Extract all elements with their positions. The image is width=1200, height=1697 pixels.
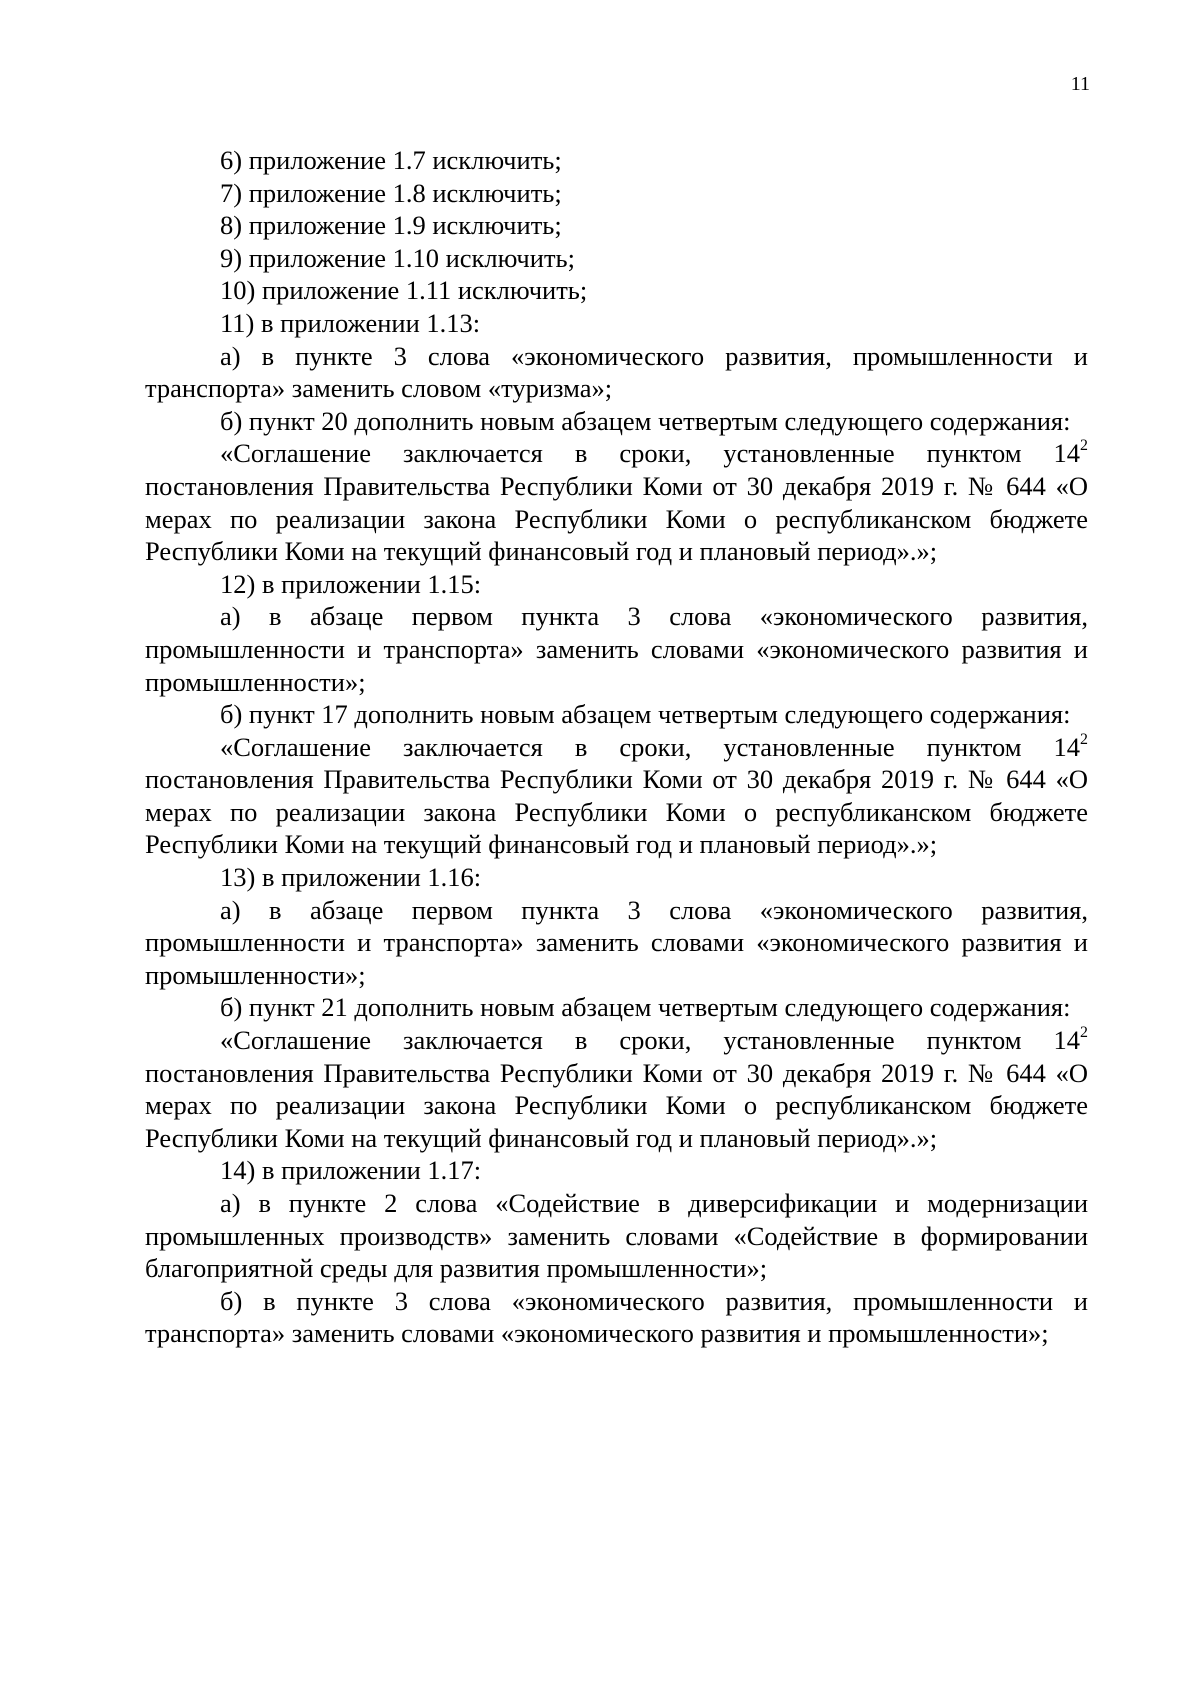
paragraph-item-12-heading: 12) в приложении 1.15: bbox=[220, 568, 482, 599]
paragraph-item-11-heading: 11) в приложении 1.13: bbox=[220, 307, 481, 338]
superscript: 2 bbox=[1080, 437, 1088, 455]
quote-text-after: постановления Правительства Республики Коми от 30 декабря 2019 г. № 644 «О мерах по реализации закона Республики Коми о республиканском бюджете Республики Коми на текущий финансовый год и плановый период».»; bbox=[145, 470, 1088, 567]
agreement-quote-paragraph bbox=[145, 437, 1088, 567]
superscript: 2 bbox=[1080, 1024, 1088, 1042]
paragraph-item-9: 9) приложение 1.10 исключить; bbox=[220, 242, 575, 273]
paragraph-item-14a: а) в пункте 2 слова «Содействие в диверсификации и модернизации промышленных производств» заменить словами «Содействие в формировании благоприятной среды для развития промышленности»; bbox=[145, 1188, 1088, 1284]
paragraph-item-12b: б) пункт 17 дополнить новым абзацем четвертым следующего содержания: bbox=[220, 699, 1071, 730]
quote-text-before: «Соглашение заключается в сроки, установленные пунктом 14 bbox=[220, 438, 1081, 469]
paragraph-item-10: 10) приложение 1.11 исключить; bbox=[220, 275, 588, 306]
agreement-quote-paragraph bbox=[145, 731, 1088, 861]
paragraph-item-7: 7) приложение 1.8 исключить; bbox=[220, 177, 562, 208]
quote-text-after: постановления Правительства Республики Коми от 30 декабря 2019 г. № 644 «О мерах по реализации закона Республики Коми о республиканском бюджете Республики Коми на текущий финансовый год и плановый период».»; bbox=[145, 764, 1088, 860]
paragraph-item-13b: б) пункт 21 дополнить новым абзацем четвертым следующего содержания: bbox=[220, 992, 1071, 1023]
paragraph-item-8: 8) приложение 1.9 исключить; bbox=[220, 210, 562, 241]
page-number: 11 bbox=[1070, 73, 1090, 95]
paragraph-item-13-heading: 13) в приложении 1.16: bbox=[220, 862, 482, 893]
paragraph-item-13a: а) в абзаце первом пункта 3 слова «экономического развития, промышленности и транспорта» заменить словами «экономического развития и промышленности»; bbox=[145, 894, 1088, 990]
paragraph-item-11a: а) в пункте 3 слова «экономического развития, промышленности и транспорта» заменить словом «туризма»; bbox=[145, 340, 1088, 404]
paragraph-item-11b: б) пункт 20 дополнить новым абзацем четвертым следующего содержания: bbox=[220, 405, 1071, 436]
quote-text-before: «Соглашение заключается в сроки, установленные пунктом 14 bbox=[220, 1025, 1081, 1056]
document-body bbox=[145, 144, 1088, 1350]
paragraph-item-14-heading: 14) в приложении 1.17: bbox=[220, 1155, 482, 1186]
agreement-quote-paragraph bbox=[145, 1024, 1088, 1154]
paragraph-item-6: 6) приложение 1.7 исключить; bbox=[220, 145, 562, 175]
quote-text-before: «Соглашение заключается в сроки, установленные пунктом 14 bbox=[220, 731, 1081, 762]
quote-text-after: постановления Правительства Республики Коми от 30 декабря 2019 г. № 644 «О мерах по реализации закона Республики Коми о республиканском бюджете Республики Коми на текущий финансовый год и плановый период».»; bbox=[145, 1057, 1088, 1153]
paragraph-item-14b: б) в пункте 3 слова «экономического развития, промышленности и транспорта» заменить словами «экономического развития и промышленности»; bbox=[145, 1285, 1088, 1349]
superscript: 2 bbox=[1080, 730, 1088, 748]
paragraph-item-12a: а) в абзаце первом пункта 3 слова «экономического развития, промышленности и транспорта» заменить словами «экономического развития и промышленности»; bbox=[145, 601, 1088, 697]
